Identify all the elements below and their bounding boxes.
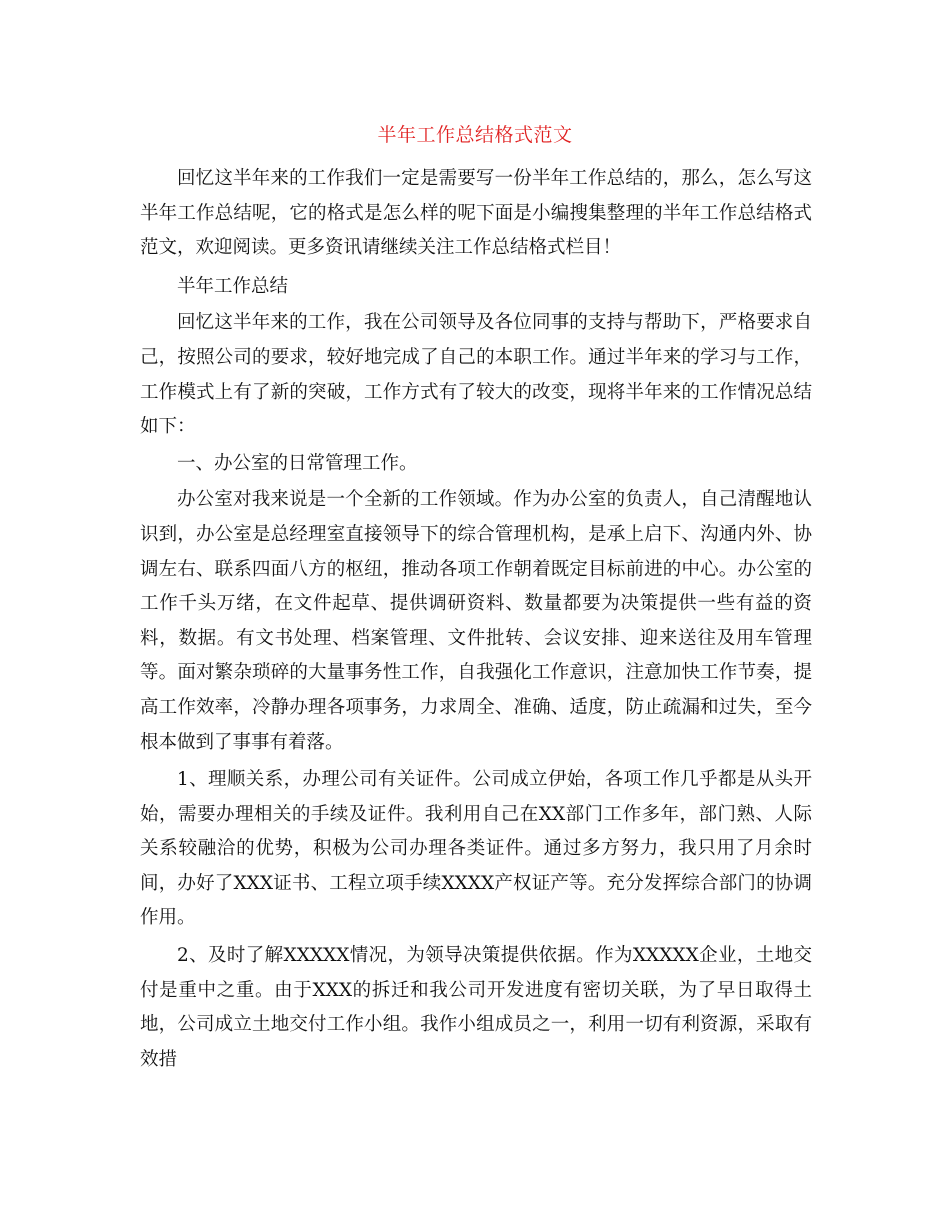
item-1-paragraph: 1、理顺关系，办理公司有关证件。公司成立伊始，各项工作几乎都是从头开始，需要办理相关的手续及证件。我利用自己在XX部门工作多年，部门熟、人际关系较融洽的优势，积极为公司办理各类证件。通过多方努力，我只用了月余时间，办好了XXX证书、工程立项手续XXXX产权证产等。充分发挥综合部门的协调作用。 — [140, 769, 812, 929]
intro-paragraph: 回忆这半年来的工作我们一定是需要写一份半年工作总结的，那么，怎么写这半年工作总结呢，它的格式是怎么样的呢下面是小编搜集整理的半年工作总结格式范文，欢迎阅读。更多资讯请继续关注工作总结格式栏目！ — [140, 168, 812, 259]
office-management-paragraph: 办公室对我来说是一个全新的工作领域。作为办公室的负责人，自己清醒地认识到，办公室是总经理室直接领导下的综合管理机构，是承上启下、沟通内外、协调左右、联系四面八方的枢纽，推动各项工作朝着既定目标前进的中心。办公室的工作千头万绪，在文件起草、提供调研资料、数量都要为决策提供一些有益的资料，数据。有文书处理、档案管理、文件批转、会议安排、迎来送往及用车管理等。面对繁杂琐碎的大量事务性工作，自我强化工作意识，注意加快工作节奏，提高工作效率，冷静办理各项事务，力求周全、准确、适度，防止疏漏和过失，至今根本做到了事事有着落。 — [140, 489, 812, 753]
subsection-heading: 一、办公室的日常管理工作。 — [177, 452, 418, 474]
document-body — [140, 162, 812, 1077]
item-2-paragraph: 2、及时了解XXXXX情况，为领导决策提供依据。作为XXXXX企业，土地交付是重中之重。由于XXX的拆迁和我公司开发进度有密切关联，为了早日取得土地，公司成立土地交付工作小组。我作小组成员之一，利用一切有利资源，采取有效措 — [140, 945, 812, 1070]
section-heading: 半年工作总结 — [177, 275, 289, 297]
summary-paragraph: 回忆这半年来的工作，我在公司领导及各位同事的支持与帮助下，严格要求自己，按照公司的要求，较好地完成了自己的本职工作。通过半年来的学习与工作，工作模式上有了新的突破，工作方式有了较大的改变，现将半年来的工作情况总结如下： — [140, 312, 812, 438]
document-title: 半年工作总结格式范文 — [377, 124, 573, 146]
